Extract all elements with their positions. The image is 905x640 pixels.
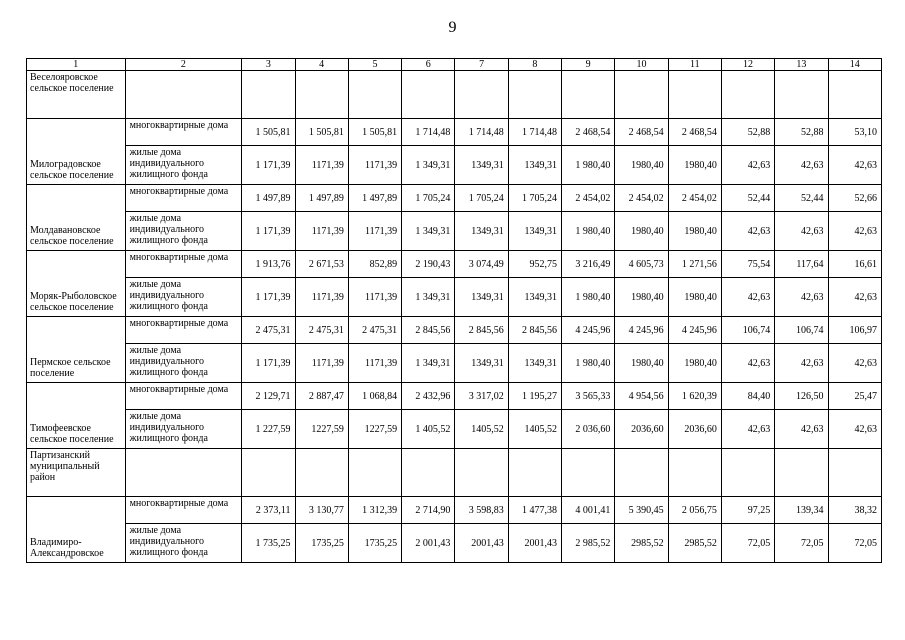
value-cell: 1 620,39 [668, 383, 721, 410]
section-row [27, 449, 882, 497]
empty-cell [668, 71, 721, 119]
table-row [27, 212, 882, 251]
value-cell: 2 454,02 [615, 185, 668, 212]
empty-cell [455, 71, 508, 119]
value-cell: 1 705,24 [455, 185, 508, 212]
value-cell: 52,44 [721, 185, 774, 212]
value-cell: 2 468,54 [668, 119, 721, 146]
value-cell: 42,63 [721, 344, 774, 383]
value-cell: 75,54 [721, 251, 774, 278]
value-cell: 1 497,89 [295, 185, 348, 212]
value-cell: 1171,39 [348, 212, 401, 251]
table-row [27, 383, 882, 410]
value-cell: 2 036,60 [562, 410, 615, 449]
value-cell: 139,34 [775, 497, 828, 524]
settlement-name: Моряк-Рыболовское сельское поселение [27, 251, 126, 317]
value-cell: 42,63 [828, 410, 882, 449]
empty-cell [125, 449, 242, 497]
value-cell: 2 845,56 [508, 317, 561, 344]
table-row [27, 344, 882, 383]
value-cell: 1 497,89 [348, 185, 401, 212]
column-header: 11 [668, 59, 721, 71]
empty-cell [721, 71, 774, 119]
column-header: 1 [27, 59, 126, 71]
housing-type: жилые дома индивидуального жилищного фонда [125, 278, 242, 317]
settlement-name: Владимиро-Александровское [27, 497, 126, 563]
value-cell: 1 271,56 [668, 251, 721, 278]
value-cell: 42,63 [721, 212, 774, 251]
value-cell: 3 317,02 [455, 383, 508, 410]
column-header: 3 [242, 59, 295, 71]
value-cell: 1735,25 [348, 524, 401, 563]
column-header: 5 [348, 59, 401, 71]
value-cell: 117,64 [775, 251, 828, 278]
value-cell: 2001,43 [508, 524, 561, 563]
housing-type: многоквартирные дома [125, 317, 242, 344]
value-cell: 1 171,39 [242, 146, 295, 185]
value-cell: 3 565,33 [562, 383, 615, 410]
value-cell: 1980,40 [615, 146, 668, 185]
value-cell: 1 405,52 [402, 410, 455, 449]
table-body [27, 71, 882, 563]
value-cell: 1 980,40 [562, 278, 615, 317]
empty-cell [348, 71, 401, 119]
value-cell: 2036,60 [668, 410, 721, 449]
value-cell: 4 245,96 [562, 317, 615, 344]
value-cell: 3 598,83 [455, 497, 508, 524]
empty-cell [402, 449, 455, 497]
empty-cell [508, 449, 561, 497]
housing-type: многоквартирные дома [125, 185, 242, 212]
value-cell: 2 475,31 [242, 317, 295, 344]
value-cell: 3 216,49 [562, 251, 615, 278]
value-cell: 2 714,90 [402, 497, 455, 524]
value-cell: 1 705,24 [402, 185, 455, 212]
housing-type: многоквартирные дома [125, 119, 242, 146]
value-cell: 2 373,11 [242, 497, 295, 524]
value-cell: 1 171,39 [242, 344, 295, 383]
value-cell: 1 714,48 [455, 119, 508, 146]
value-cell: 1349,31 [455, 344, 508, 383]
value-cell: 72,05 [721, 524, 774, 563]
value-cell: 2 454,02 [668, 185, 721, 212]
value-cell: 2 190,43 [402, 251, 455, 278]
empty-cell [562, 71, 615, 119]
value-cell: 1 171,39 [242, 212, 295, 251]
value-cell: 2 129,71 [242, 383, 295, 410]
value-cell: 1 714,48 [402, 119, 455, 146]
value-cell: 2 432,96 [402, 383, 455, 410]
column-header: 10 [615, 59, 668, 71]
section-label: Веселояровское сельское поселение [27, 71, 126, 119]
value-cell: 1171,39 [348, 278, 401, 317]
value-cell: 2985,52 [668, 524, 721, 563]
housing-type: жилые дома индивидуального жилищного фонда [125, 344, 242, 383]
value-cell: 53,10 [828, 119, 882, 146]
value-cell: 4 245,96 [615, 317, 668, 344]
table-row [27, 317, 882, 344]
value-cell: 1405,52 [455, 410, 508, 449]
column-header: 2 [125, 59, 242, 71]
empty-cell [668, 449, 721, 497]
table-row [27, 497, 882, 524]
value-cell: 1 349,31 [402, 146, 455, 185]
settlement-name: Милоградовское сельское поселение [27, 119, 126, 185]
value-cell: 1980,40 [615, 212, 668, 251]
housing-type: многоквартирные дома [125, 383, 242, 410]
value-cell: 2 475,31 [295, 317, 348, 344]
value-cell: 1 505,81 [348, 119, 401, 146]
column-header: 13 [775, 59, 828, 71]
value-cell: 1 505,81 [295, 119, 348, 146]
value-cell: 1 227,59 [242, 410, 295, 449]
table-row [27, 119, 882, 146]
value-cell: 42,63 [775, 146, 828, 185]
value-cell: 1 068,84 [348, 383, 401, 410]
empty-cell [508, 71, 561, 119]
value-cell: 42,63 [828, 344, 882, 383]
value-cell: 4 954,56 [615, 383, 668, 410]
value-cell: 42,63 [721, 410, 774, 449]
value-cell: 1349,31 [508, 212, 561, 251]
value-cell: 52,88 [775, 119, 828, 146]
value-cell: 1 171,39 [242, 278, 295, 317]
housing-type: жилые дома индивидуального жилищного фонда [125, 524, 242, 563]
column-header: 9 [562, 59, 615, 71]
value-cell: 1171,39 [295, 278, 348, 317]
column-header: 8 [508, 59, 561, 71]
value-cell: 2985,52 [615, 524, 668, 563]
value-cell: 1349,31 [508, 278, 561, 317]
value-cell: 2 475,31 [348, 317, 401, 344]
value-cell: 1 980,40 [562, 146, 615, 185]
empty-cell [455, 449, 508, 497]
empty-cell [775, 71, 828, 119]
value-cell: 1227,59 [348, 410, 401, 449]
column-header: 4 [295, 59, 348, 71]
value-cell: 1 312,39 [348, 497, 401, 524]
value-cell: 1980,40 [615, 278, 668, 317]
value-cell: 42,63 [721, 146, 774, 185]
value-cell: 126,50 [775, 383, 828, 410]
header-row [27, 59, 882, 71]
value-cell: 1 980,40 [562, 212, 615, 251]
value-cell: 97,25 [721, 497, 774, 524]
value-cell: 2 056,75 [668, 497, 721, 524]
value-cell: 106,74 [721, 317, 774, 344]
empty-cell [402, 71, 455, 119]
settlement-name: Молдавановское сельское поселение [27, 185, 126, 251]
value-cell: 1 349,31 [402, 344, 455, 383]
column-header: 14 [828, 59, 882, 71]
housing-type: жилые дома индивидуального жилищного фонда [125, 212, 242, 251]
table-row [27, 146, 882, 185]
value-cell: 2 001,43 [402, 524, 455, 563]
value-cell: 1980,40 [668, 212, 721, 251]
value-cell: 42,63 [828, 146, 882, 185]
value-cell: 72,05 [828, 524, 882, 563]
value-cell: 2 468,54 [562, 119, 615, 146]
value-cell: 42,63 [721, 278, 774, 317]
value-cell: 1405,52 [508, 410, 561, 449]
column-header: 7 [455, 59, 508, 71]
empty-cell [615, 71, 668, 119]
empty-cell [721, 449, 774, 497]
empty-cell [242, 449, 295, 497]
value-cell: 52,44 [775, 185, 828, 212]
value-cell: 42,63 [775, 344, 828, 383]
housing-type: многоквартирные дома [125, 251, 242, 278]
value-cell: 3 074,49 [455, 251, 508, 278]
empty-cell [242, 71, 295, 119]
table-row [27, 410, 882, 449]
value-cell: 1171,39 [348, 344, 401, 383]
value-cell: 852,89 [348, 251, 401, 278]
table-row [27, 185, 882, 212]
empty-cell [562, 449, 615, 497]
value-cell: 72,05 [775, 524, 828, 563]
value-cell: 1 505,81 [242, 119, 295, 146]
settlement-name: Тимофеевское сельское поселение [27, 383, 126, 449]
value-cell: 1980,40 [668, 278, 721, 317]
value-cell: 2 454,02 [562, 185, 615, 212]
value-cell: 1980,40 [668, 146, 721, 185]
value-cell: 5 390,45 [615, 497, 668, 524]
value-cell: 1 497,89 [242, 185, 295, 212]
empty-cell [295, 71, 348, 119]
value-cell: 25,47 [828, 383, 882, 410]
empty-cell [295, 449, 348, 497]
table-row [27, 251, 882, 278]
section-label: Партизанский муниципальный район [27, 449, 126, 497]
value-cell: 3 130,77 [295, 497, 348, 524]
value-cell: 1980,40 [668, 344, 721, 383]
value-cell: 1 913,76 [242, 251, 295, 278]
value-cell: 1171,39 [348, 146, 401, 185]
section-row [27, 71, 882, 119]
value-cell: 4 245,96 [668, 317, 721, 344]
value-cell: 1171,39 [295, 212, 348, 251]
value-cell: 42,63 [828, 212, 882, 251]
value-cell: 52,88 [721, 119, 774, 146]
value-cell: 1349,31 [508, 146, 561, 185]
value-cell: 1 349,31 [402, 212, 455, 251]
value-cell: 1980,40 [615, 344, 668, 383]
housing-type: жилые дома индивидуального жилищного фонда [125, 410, 242, 449]
value-cell: 2 468,54 [615, 119, 668, 146]
value-cell: 42,63 [828, 278, 882, 317]
value-cell: 1 735,25 [242, 524, 295, 563]
empty-cell [125, 71, 242, 119]
value-cell: 16,61 [828, 251, 882, 278]
value-cell: 42,63 [775, 212, 828, 251]
value-cell: 1 714,48 [508, 119, 561, 146]
value-cell: 2036,60 [615, 410, 668, 449]
tariff-table [26, 58, 882, 563]
value-cell: 52,66 [828, 185, 882, 212]
empty-cell [828, 449, 882, 497]
empty-cell [615, 449, 668, 497]
value-cell: 42,63 [775, 410, 828, 449]
value-cell: 952,75 [508, 251, 561, 278]
table-row [27, 524, 882, 563]
value-cell: 2 845,56 [455, 317, 508, 344]
page-number: 9 [448, 19, 457, 36]
value-cell: 1349,31 [455, 278, 508, 317]
value-cell: 1 195,27 [508, 383, 561, 410]
value-cell: 84,40 [721, 383, 774, 410]
settlement-name: Пермское сельское поселение [27, 317, 126, 383]
value-cell: 1349,31 [455, 212, 508, 251]
value-cell: 2 887,47 [295, 383, 348, 410]
value-cell: 1171,39 [295, 344, 348, 383]
housing-type: многоквартирные дома [125, 497, 242, 524]
housing-type: жилые дома индивидуального жилищного фонда [125, 146, 242, 185]
table-row [27, 278, 882, 317]
value-cell: 1171,39 [295, 146, 348, 185]
value-cell: 1349,31 [508, 344, 561, 383]
value-cell: 2001,43 [455, 524, 508, 563]
value-cell: 2 845,56 [402, 317, 455, 344]
value-cell: 38,32 [828, 497, 882, 524]
value-cell: 1 349,31 [402, 278, 455, 317]
value-cell: 1 477,38 [508, 497, 561, 524]
value-cell: 2 671,53 [295, 251, 348, 278]
value-cell: 1735,25 [295, 524, 348, 563]
value-cell: 1 980,40 [562, 344, 615, 383]
empty-cell [828, 71, 882, 119]
value-cell: 2 985,52 [562, 524, 615, 563]
value-cell: 42,63 [775, 278, 828, 317]
value-cell: 1 705,24 [508, 185, 561, 212]
value-cell: 1349,31 [455, 146, 508, 185]
value-cell: 106,97 [828, 317, 882, 344]
empty-cell [775, 449, 828, 497]
value-cell: 1227,59 [295, 410, 348, 449]
value-cell: 4 605,73 [615, 251, 668, 278]
column-header: 6 [402, 59, 455, 71]
value-cell: 4 001,41 [562, 497, 615, 524]
empty-cell [348, 449, 401, 497]
column-header: 12 [721, 59, 774, 71]
value-cell: 106,74 [775, 317, 828, 344]
